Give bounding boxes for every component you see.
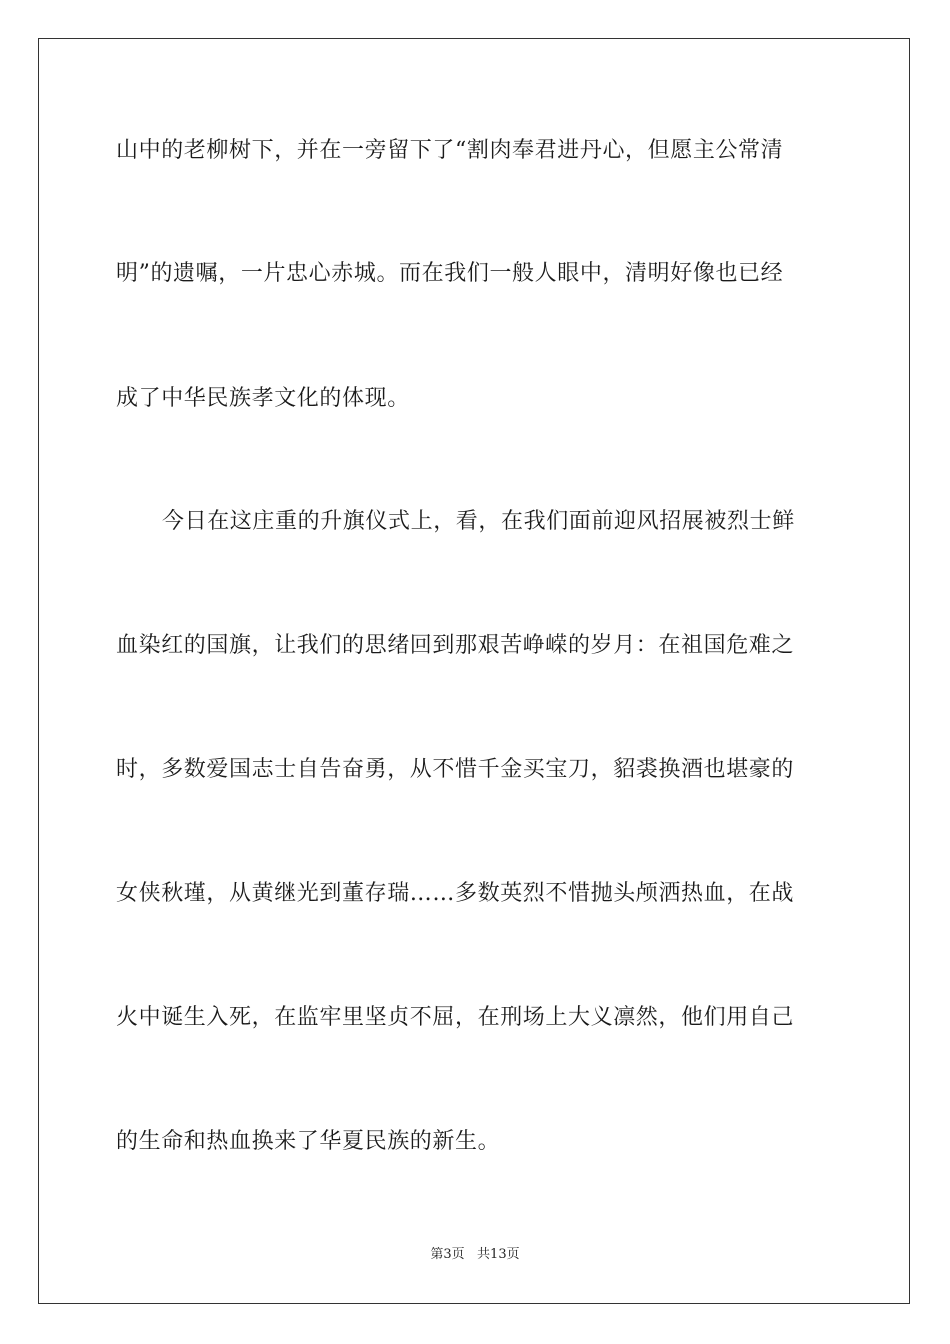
page-border bbox=[38, 38, 910, 1304]
text-line: 山中的老柳树下，并在一旁留下了“割肉奉君进丹心，但愿主公常清 bbox=[116, 138, 784, 163]
text-line: 血染红的国旗，让我们的思绪回到那艰苦峥嵘的岁月：在祖国危难之 bbox=[116, 633, 795, 658]
text-line: 女侠秋瑾，从黄继光到董存瑞……多数英烈不惜抛头颅洒热血，在战 bbox=[116, 881, 795, 906]
text-line: 明”的遗嘱，一片忠心赤城。而在我们一般人眼中，清明好像也已经 bbox=[116, 261, 784, 286]
paragraph-first-line: 今日在这庄重的升旗仪式上，看，在我们面前迎风招展被烈士鲜 bbox=[162, 509, 795, 534]
page-number-footer: 第3页 共13页 bbox=[430, 1247, 520, 1262]
text-line: 的生命和热血换来了华夏民族的新生。 bbox=[116, 1129, 501, 1154]
text-line: 时，多数爱国志士自告奋勇，从不惜千金买宝刀，貂裘换酒也堪豪的 bbox=[116, 757, 795, 782]
text-line: 火中诞生入死，在监牢里坚贞不屈，在刑场上大义凛然，他们用自己 bbox=[116, 1005, 795, 1030]
text-line: 成了中华民族孝文化的体现。 bbox=[116, 386, 410, 411]
